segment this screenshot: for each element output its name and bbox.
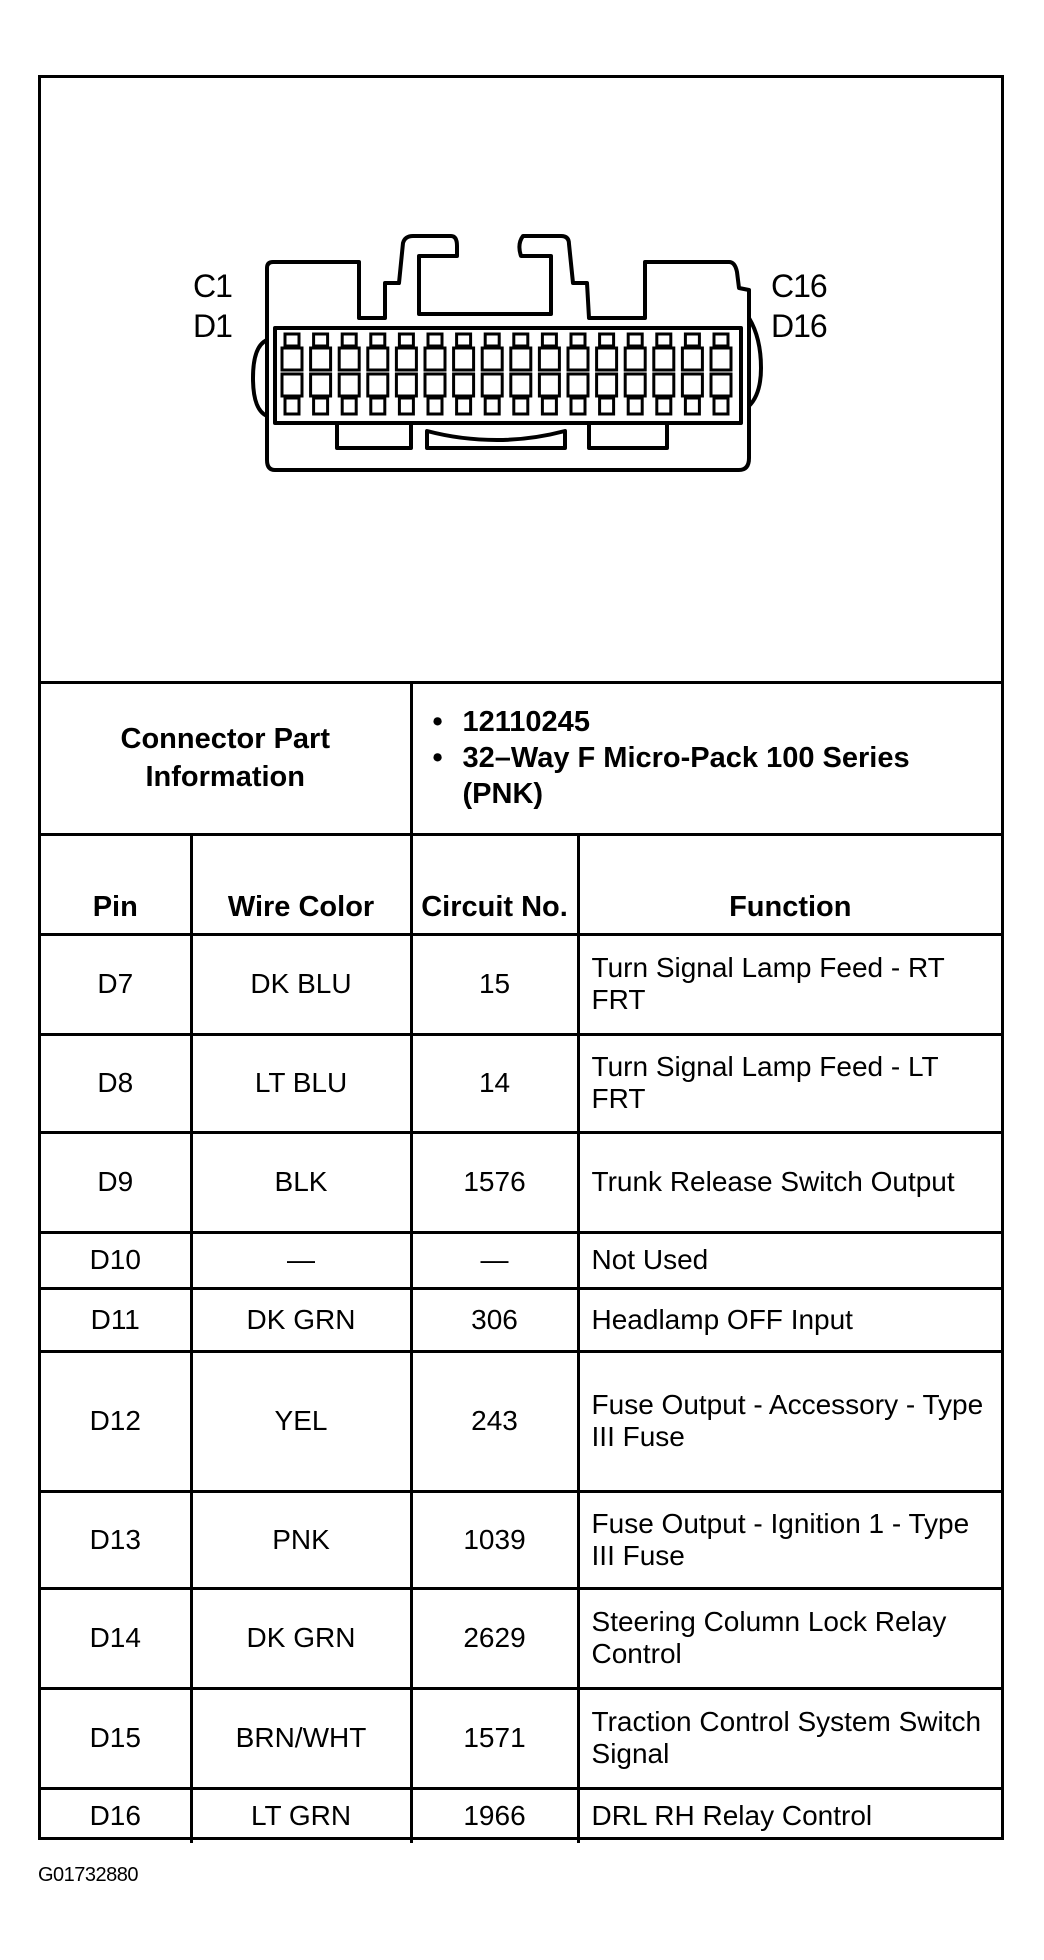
table-row xyxy=(41,1034,1001,1132)
pin-cavity-icon xyxy=(428,334,442,346)
pin-cavity-icon xyxy=(571,398,585,414)
cell-wire-color: BRN/WHT xyxy=(191,1688,411,1788)
pin-cavity-icon xyxy=(482,348,502,370)
cell-wire-color: DK BLU xyxy=(191,934,411,1034)
pin-label-d1: D1 xyxy=(193,308,232,344)
header-circuit-no: Circuit No. xyxy=(411,834,578,934)
cell-wire-color: DK GRN xyxy=(191,1588,411,1688)
cell-function: Fuse Output - Accessory - Type III Fuse xyxy=(578,1351,1001,1491)
pin-cavity-icon xyxy=(657,398,671,414)
pin-cavity-icon xyxy=(399,398,413,414)
cell-circuit-no: 14 xyxy=(411,1034,578,1132)
pin-cavity-icon xyxy=(314,398,328,414)
cell-pin: D15 xyxy=(41,1688,191,1788)
pin-cavity-icon xyxy=(399,334,413,346)
pin-cavity-icon xyxy=(285,334,299,346)
pin-cavity-icon xyxy=(625,348,645,370)
table-header-row xyxy=(41,834,1001,934)
connector-document-frame xyxy=(38,75,1004,1840)
cell-wire-color: — xyxy=(191,1232,411,1288)
cell-pin: D13 xyxy=(41,1491,191,1588)
pin-cavity-icon xyxy=(454,348,474,370)
cell-wire-color: YEL xyxy=(191,1351,411,1491)
cell-function: Fuse Output - Ignition 1 - Type III Fuse xyxy=(578,1491,1001,1588)
pin-cavity-icon xyxy=(457,398,471,414)
cell-circuit-no: 243 xyxy=(411,1351,578,1491)
pin-cavity-icon xyxy=(342,334,356,346)
pin-cavity-icon xyxy=(425,374,445,396)
cell-circuit-no: 1576 xyxy=(411,1132,578,1232)
cell-circuit-no: 15 xyxy=(411,934,578,1034)
pin-cavity-icon xyxy=(342,398,356,414)
pin-cavity-icon xyxy=(425,348,445,370)
pin-cavity-icon xyxy=(628,398,642,414)
pin-cavity-icon xyxy=(682,348,702,370)
cell-circuit-no: 1039 xyxy=(411,1491,578,1588)
pin-cavity-icon xyxy=(311,374,331,396)
part-number: • 12110245 xyxy=(433,704,994,740)
pin-cavity-icon xyxy=(396,348,416,370)
pin-cavity-icon xyxy=(514,334,528,346)
pin-cavity-icon xyxy=(457,334,471,346)
pin-cavity-icon xyxy=(597,374,617,396)
cell-function: Steering Column Lock Relay Control xyxy=(578,1588,1001,1688)
cell-circuit-no: 306 xyxy=(411,1288,578,1351)
pin-cavity-icon xyxy=(285,398,299,414)
table-row xyxy=(41,1351,1001,1491)
pin-cavity-icon xyxy=(657,334,671,346)
pin-label-c16: C16 xyxy=(771,268,827,304)
cell-pin: D12 xyxy=(41,1351,191,1491)
cell-pin: D10 xyxy=(41,1232,191,1288)
pin-cavity-icon xyxy=(511,374,531,396)
header-wire-color: Wire Color xyxy=(191,834,411,934)
cell-wire-color: PNK xyxy=(191,1491,411,1588)
pin-cavity-icon xyxy=(542,334,556,346)
cell-pin: D16 xyxy=(41,1788,191,1843)
pin-cavity-icon xyxy=(682,374,702,396)
cell-circuit-no: 2629 xyxy=(411,1588,578,1688)
pin-cavity-icon xyxy=(311,348,331,370)
pin-cavity-icon xyxy=(282,374,302,396)
table-row xyxy=(41,1132,1001,1232)
pin-label-c1: C1 xyxy=(193,268,232,304)
pin-cavity-icon xyxy=(654,348,674,370)
table-row xyxy=(41,1288,1001,1351)
table-row xyxy=(41,1688,1001,1788)
cell-circuit-no: 1571 xyxy=(411,1688,578,1788)
connector-info-row xyxy=(41,684,1001,834)
cell-function: Headlamp OFF Input xyxy=(578,1288,1001,1351)
pin-cavity-icon xyxy=(428,398,442,414)
pin-cavity-icon xyxy=(711,348,731,370)
pin-cavity-icon xyxy=(485,334,499,346)
pin-cavity-icon xyxy=(539,348,559,370)
table-row xyxy=(41,934,1001,1034)
pin-cavity-icon xyxy=(711,374,731,396)
pinout-table xyxy=(41,684,1001,1843)
pin-cavity-icon xyxy=(542,398,556,414)
pin-cavity-icon xyxy=(482,374,502,396)
pin-cavity-icon xyxy=(368,348,388,370)
connector-diagram xyxy=(41,78,1001,684)
cell-wire-color: LT GRN xyxy=(191,1788,411,1843)
pin-cavity-icon xyxy=(514,398,528,414)
cell-pin: D9 xyxy=(41,1132,191,1232)
cell-function: Turn Signal Lamp Feed - RT FRT xyxy=(578,934,1001,1034)
pin-cavity-icon xyxy=(454,374,474,396)
pin-cavity-icon xyxy=(714,334,728,346)
pin-cavity-icon xyxy=(625,374,645,396)
table-row xyxy=(41,1788,1001,1843)
cell-wire-color: BLK xyxy=(191,1132,411,1232)
pin-cavity-icon xyxy=(568,374,588,396)
pin-cavity-icon xyxy=(371,334,385,346)
cell-wire-color: LT BLU xyxy=(191,1034,411,1132)
pin-cavity-icon xyxy=(314,334,328,346)
connector-info-label: Connector Part Information xyxy=(41,684,411,834)
pin-cavity-icon xyxy=(511,348,531,370)
cell-wire-color: DK GRN xyxy=(191,1288,411,1351)
cell-pin: D7 xyxy=(41,934,191,1034)
pin-label-d16: D16 xyxy=(771,308,827,344)
cell-pin: D14 xyxy=(41,1588,191,1688)
header-function: Function xyxy=(578,834,1001,934)
pin-cavity-icon xyxy=(539,374,559,396)
table-row xyxy=(41,1491,1001,1588)
cell-function: Turn Signal Lamp Feed - LT FRT xyxy=(578,1034,1001,1132)
connector-face-icon xyxy=(41,78,1001,678)
pin-cavity-icon xyxy=(600,334,614,346)
cell-circuit-no: 1966 xyxy=(411,1788,578,1843)
cell-function: Trunk Release Switch Output xyxy=(578,1132,1001,1232)
pin-cavity-icon xyxy=(282,348,302,370)
header-pin: Pin xyxy=(41,834,191,934)
figure-id: G01732880 xyxy=(38,1864,139,1886)
pin-cavity-icon xyxy=(568,348,588,370)
cell-pin: D8 xyxy=(41,1034,191,1132)
pin-cavity-icon xyxy=(600,398,614,414)
pin-cavity-icon xyxy=(714,398,728,414)
cell-pin: D11 xyxy=(41,1288,191,1351)
cell-function: DRL RH Relay Control xyxy=(578,1788,1001,1843)
pin-cavity-icon xyxy=(571,334,585,346)
pin-cavity-icon xyxy=(685,334,699,346)
pin-cavity-icon xyxy=(396,374,416,396)
connector-description: • 32–Way F Micro-Pack 100 Series (PNK) xyxy=(433,740,994,812)
cell-function: Not Used xyxy=(578,1232,1001,1288)
pin-cavity-icon xyxy=(485,398,499,414)
cell-circuit-no: — xyxy=(411,1232,578,1288)
pin-cavity-icon xyxy=(628,334,642,346)
connector-info-values xyxy=(411,684,1001,834)
pin-cavity-icon xyxy=(654,374,674,396)
table-row xyxy=(41,1588,1001,1688)
pin-cavity-icon xyxy=(371,398,385,414)
pin-cavity-icon xyxy=(339,374,359,396)
table-row xyxy=(41,1232,1001,1288)
pin-cavity-icon xyxy=(597,348,617,370)
pin-cavity-icon xyxy=(339,348,359,370)
pin-cavity-icon xyxy=(368,374,388,396)
cell-function: Traction Control System Switch Signal xyxy=(578,1688,1001,1788)
pin-cavity-icon xyxy=(685,398,699,414)
